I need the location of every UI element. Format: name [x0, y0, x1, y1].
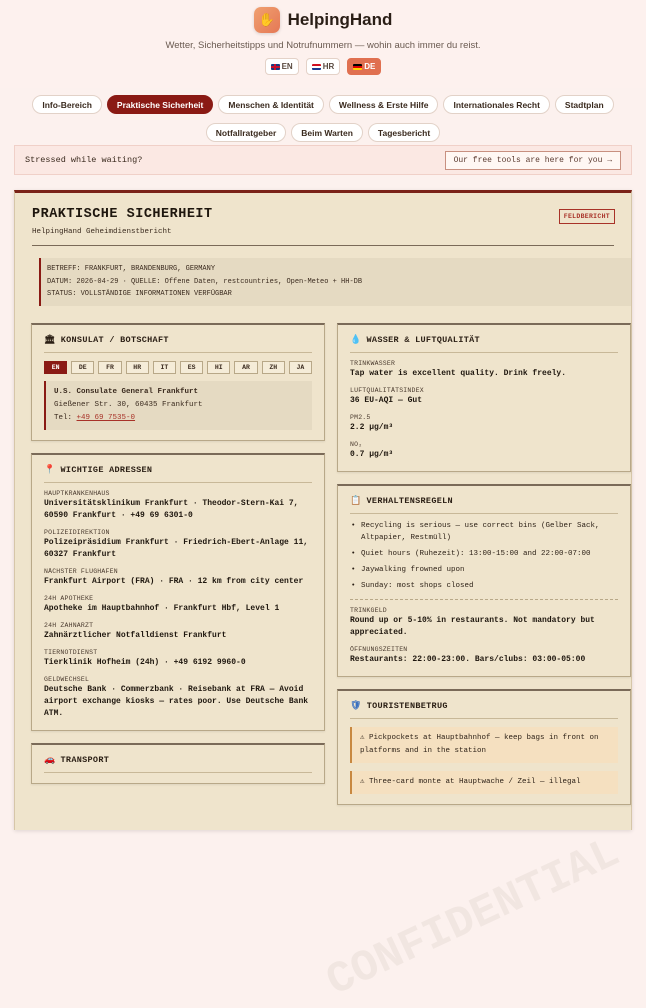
address-label: 24H ZAHNARZT — [44, 622, 94, 629]
transport-card — [31, 743, 325, 784]
scam-item: ⚠ Pickpockets at Hauptbahnhof — keep bags in front on platforms and in the station — [350, 727, 618, 763]
tip-label: TRINKGELD — [350, 607, 387, 614]
lang-button-de[interactable]: DE — [347, 58, 381, 75]
car-icon: 🚗 — [44, 755, 56, 765]
divider — [350, 599, 618, 600]
rules-list — [350, 520, 618, 592]
tip-value: Round up or 5-10% in restaurants. Not mandatory but appreciated. — [350, 616, 595, 637]
tab-practical-safety[interactable]: Praktische Sicherheit — [107, 95, 213, 114]
scam-item: ⚠ Three-card monte at Hauptwache / Zeil — illegal — [350, 771, 618, 794]
flag-uk-icon — [271, 64, 280, 70]
tab-emergency-guide[interactable]: Notfallratgeber — [206, 123, 286, 142]
address-value: Universitätsklinikum Frankfurt · Theodor-Stern-Kai 7, 60590 Frankfurt · +49 69 6301-0 — [44, 499, 299, 520]
building-icon: 🏛 — [44, 335, 56, 345]
pm25-label: PM2.5 — [350, 414, 371, 421]
aqi-value: 36 EU-AQI — Gut — [350, 396, 423, 405]
rules-title: VERHALTENSREGELN — [366, 496, 453, 506]
shield-icon: 🛡 — [350, 701, 362, 711]
tab-international-law[interactable]: Internationales Recht — [443, 95, 549, 114]
tab-wellness[interactable]: Wellness & Erste Hilfe — [329, 95, 439, 114]
tab-info[interactable]: Info-Bereich — [32, 95, 102, 114]
water-title: WASSER & LUFTQUALITÄT — [366, 335, 480, 345]
consulate-lang-zh[interactable]: ZH — [262, 361, 285, 374]
address-value: Apotheke im Hauptbahnhof · Frankfurt Hbf, Level 1 — [44, 604, 280, 613]
consulate-lang-es[interactable]: ES — [180, 361, 203, 374]
hand-icon: ✋ — [254, 7, 280, 33]
address-value: Zahnärztlicher Notfalldienst Frankfurt — [44, 631, 227, 640]
hours-label: ÖFFNUNGSZEITEN — [350, 646, 408, 653]
stress-text: Stressed while waiting? — [25, 155, 143, 165]
consulate-address: Gießener Str. 30, 60435 Frankfurt — [54, 401, 203, 409]
address-value: Frankfurt Airport (FRA) · FRA · 12 km from city center — [44, 577, 304, 586]
transport-title: TRANSPORT — [60, 755, 110, 765]
tab-city-map[interactable]: Stadtplan — [555, 95, 614, 114]
app-name: HelpingHand — [287, 10, 393, 29]
consulate-phone-link[interactable]: +49 69 7535-0 — [76, 414, 136, 422]
address-value: Polizeipräsidium Frankfurt · Friedrich-Ebert-Anlage 11, 60327 Frankfurt — [44, 538, 309, 559]
stress-banner — [14, 145, 632, 175]
pin-icon: 📍 — [44, 465, 56, 475]
meta-date: DATUM: 2026-04-29 · QUELLE: Offene Daten, restcountries, Open-Meteo + HH-DB — [47, 277, 363, 286]
report-title: PRAKTISCHE SICHERHEIT — [32, 207, 213, 222]
meta-status: STATUS: VOLLSTÄNDIGE INFORMATIONEN VERFÜGBAR — [47, 290, 232, 298]
droplet-icon: 💧 — [350, 335, 362, 345]
free-tools-button[interactable]: Our free tools are here for you → — [445, 151, 621, 170]
tagline: Wetter, Sicherheitstipps und Notrufnummern — wohin auch immer du reist. — [165, 40, 481, 51]
no2-label: NO₂ — [350, 441, 363, 448]
no2-value: 0.7 µg/m³ — [350, 450, 394, 459]
water-air-card — [337, 323, 631, 472]
tab-people-identity[interactable]: Menschen & Identität — [218, 95, 323, 114]
flag-de-icon — [353, 64, 362, 70]
clipboard-icon: 📋 — [350, 496, 362, 506]
consulate-lang-hi[interactable]: HI — [207, 361, 230, 374]
addresses-title: WICHTIGE ADRESSEN — [60, 465, 153, 475]
consulate-lang-ar[interactable]: AR — [234, 361, 257, 374]
address-value: Tierklinik Hofheim (24h) · +49 6192 9960-0 — [44, 658, 246, 667]
address-label: HAUPTKRANKENHAUS — [44, 490, 110, 497]
report-meta — [39, 258, 631, 306]
lang-button-en[interactable]: EN — [265, 58, 299, 75]
field-report-stamp: FELDBERICHT — [559, 209, 615, 224]
water-label: TRINKWASSER — [350, 360, 396, 367]
language-switcher — [0, 58, 646, 75]
consulate-name: U.S. Consulate General Frankfurt — [54, 388, 199, 396]
rules-card — [337, 484, 631, 677]
divider — [32, 245, 614, 246]
scams-card — [337, 689, 631, 805]
list-item: • Jaywalking frowned upon — [350, 564, 618, 576]
list-item: • Sunday: most shops closed — [350, 580, 618, 592]
consulate-lang-switcher — [44, 361, 312, 374]
address-label: NÄCHSTER FLUGHAFEN — [44, 568, 118, 575]
scams-title: TOURISTENBETRUG — [366, 701, 448, 711]
water-value: Tap water is excellent quality. Drink freely. — [350, 369, 567, 378]
consulate-lang-ja[interactable]: JA — [289, 361, 312, 374]
consulate-card — [31, 323, 325, 441]
aqi-label: LUFTQUALITÄTSINDEX — [350, 387, 424, 394]
consulate-lang-it[interactable]: IT — [153, 361, 176, 374]
report-panel — [14, 190, 632, 1008]
report-subtitle: HelpingHand Geheimdienstbericht — [32, 228, 172, 236]
consulate-title: KONSULAT / BOTSCHAFT — [60, 335, 169, 345]
list-item: • Recycling is serious — use correct bins (Gelber Sack, Altpapier, Restmüll) — [350, 520, 618, 544]
tab-while-waiting[interactable]: Beim Warten — [291, 123, 363, 142]
confidential-watermark: CONFIDENTIAL — [319, 828, 628, 1008]
address-label: 24H APOTHEKE — [44, 595, 94, 602]
address-label: POLIZEIDIREKTION — [44, 529, 110, 536]
lang-button-hr[interactable]: HR — [306, 58, 341, 75]
consulate-lang-en[interactable]: EN — [44, 361, 67, 374]
flag-hr-icon — [312, 64, 321, 70]
hours-value: Restaurants: 22:00-23:00. Bars/clubs: 03:00-05:00 — [350, 655, 586, 664]
consulate-lang-fr[interactable]: FR — [98, 361, 121, 374]
tab-daily-report[interactable]: Tagesbericht — [368, 123, 440, 142]
right-column — [337, 323, 631, 817]
address-label: TIERNOTDIENST — [44, 649, 98, 656]
pm25-value: 2.2 µg/m³ — [350, 423, 394, 432]
list-item: • Quiet hours (Ruhezeit): 13:00-15:00 and 22:00-07:00 — [350, 548, 618, 560]
consulate-lang-hr[interactable]: HR — [126, 361, 149, 374]
meta-subject: BETREFF: FRANKFURT, BRANDENBURG, GERMANY — [47, 265, 216, 273]
consulate-lang-de[interactable]: DE — [71, 361, 94, 374]
tel-label: Tel: — [54, 414, 73, 422]
app-header — [0, 0, 646, 88]
consulate-info — [44, 381, 312, 430]
left-column — [31, 323, 325, 796]
section-tabs — [0, 88, 646, 145]
addresses-card — [31, 453, 325, 731]
brand[interactable] — [0, 7, 646, 33]
address-value: Deutsche Bank · Commerzbank · Reisebank at FRA — Avoid airport exchange kiosks — rates poor. Use Deutsche Bank ATM. — [44, 685, 309, 718]
address-label: GELDWECHSEL — [44, 676, 90, 683]
